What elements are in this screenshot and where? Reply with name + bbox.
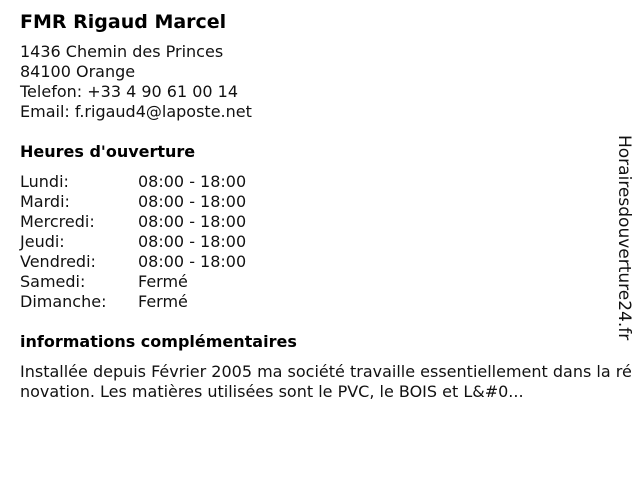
hours-value: 08:00 - 18:00 — [138, 172, 247, 191]
hours-value: 08:00 - 18:00 — [138, 232, 247, 251]
day-label: Mercredi: — [20, 212, 95, 231]
hours-row-thursday — [20, 232, 632, 252]
hours-row-monday — [20, 172, 632, 192]
hours-row-sunday — [20, 292, 632, 312]
day-label: Samedi: — [20, 272, 86, 291]
business-description: Installée depuis Février 2005 ma société travaille essentiellement dans la rénovation. Les matières utilisées sont le PVC, le BOIS et L&#0... — [20, 362, 632, 401]
day-label: Lundi: — [20, 172, 69, 191]
hours-row-tuesday — [20, 192, 632, 212]
additional-info-heading: informations complémentaires — [20, 332, 297, 351]
address-city: 84100 Orange — [20, 62, 136, 81]
hours-value: 08:00 - 18:00 — [138, 192, 247, 211]
hours-row-friday — [20, 252, 632, 272]
site-watermark: Horairesdouverture24.fr — [614, 135, 634, 341]
day-label: Vendredi: — [20, 252, 96, 271]
address-street: 1436 Chemin des Princes — [20, 42, 224, 61]
business-card — [20, 10, 632, 402]
day-label: Dimanche: — [20, 292, 107, 311]
hours-value: Fermé — [138, 292, 188, 311]
hours-value: 08:00 - 18:00 — [138, 212, 247, 231]
hours-value: Fermé — [138, 272, 188, 291]
business-name: FMR Rigaud Marcel — [20, 11, 227, 33]
phone-line: Telefon: +33 4 90 61 00 14 — [20, 82, 239, 101]
day-label: Jeudi: — [20, 232, 65, 251]
contact-block — [20, 42, 632, 122]
hours-row-saturday — [20, 272, 632, 292]
opening-hours-table — [20, 172, 632, 312]
hours-row-wednesday — [20, 212, 632, 232]
email-line: Email: f.rigaud4@laposte.net — [20, 102, 252, 121]
day-label: Mardi: — [20, 192, 70, 211]
opening-hours-heading: Heures d'ouverture — [20, 142, 196, 161]
hours-value: 08:00 - 18:00 — [138, 252, 247, 271]
